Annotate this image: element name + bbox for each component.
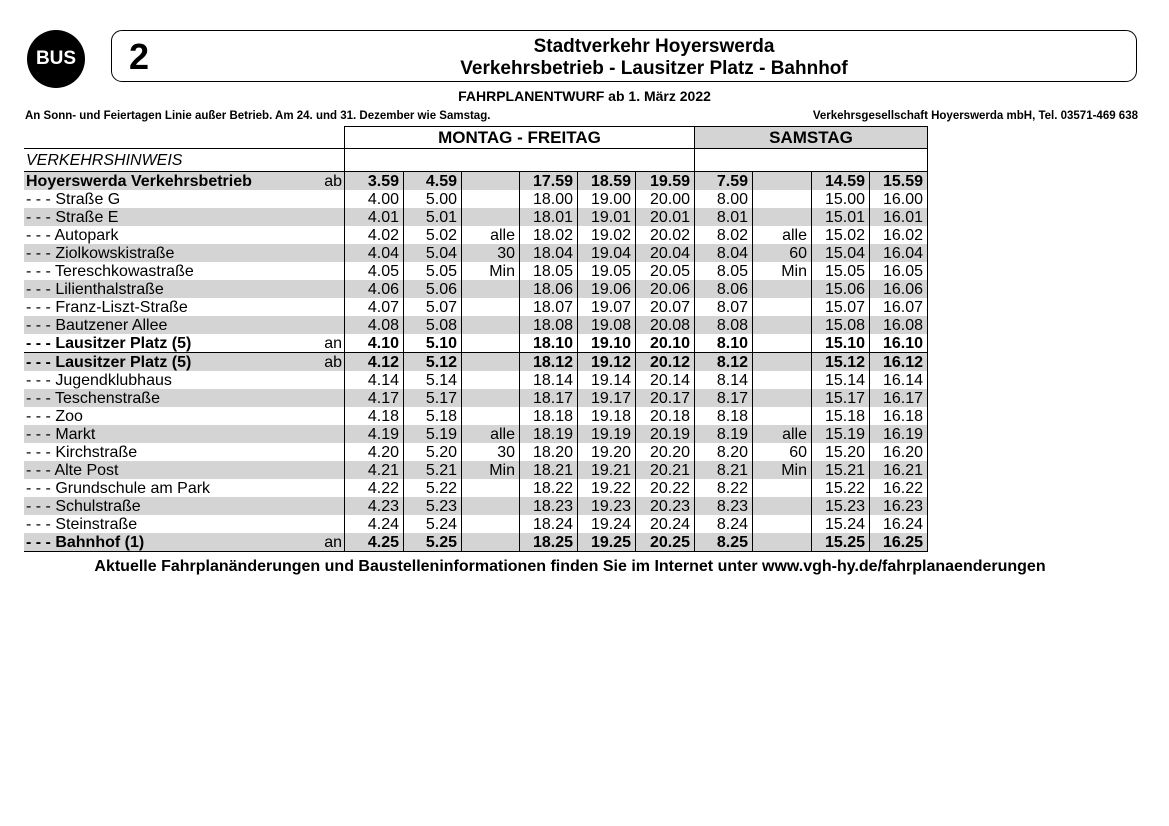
departure-time: 19.08 xyxy=(578,316,636,334)
departure-time: 20.00 xyxy=(636,190,695,208)
bus-logo xyxy=(27,30,85,88)
departure-time xyxy=(462,479,520,497)
departure-time: 18.24 xyxy=(520,515,578,533)
departure-time: 18.22 xyxy=(520,479,578,497)
stop-suffix xyxy=(320,190,345,208)
departure-time: 8.00 xyxy=(695,190,753,208)
stop-name: - - - Straße G xyxy=(26,190,121,208)
departure-time xyxy=(753,479,812,497)
departure-time xyxy=(753,280,812,298)
departure-time xyxy=(462,389,520,407)
departure-time xyxy=(753,515,812,533)
stop-name: - - - Zoo xyxy=(26,407,83,425)
departure-time: 4.08 xyxy=(345,316,404,334)
departure-time: 19.21 xyxy=(578,461,636,479)
departure-time: 16.07 xyxy=(870,298,928,316)
departure-time: 20.10 xyxy=(636,334,695,353)
stop-name: - - - Lausitzer Platz (5) xyxy=(24,353,320,372)
departure-time: 5.04 xyxy=(404,244,462,262)
departure-time: 60 xyxy=(753,443,812,461)
departure-time: 8.23 xyxy=(695,497,753,515)
departure-time: 14.59 xyxy=(812,172,870,191)
stop-suffix xyxy=(320,316,345,334)
departure-time: 18.06 xyxy=(520,280,578,298)
departure-time: 4.14 xyxy=(345,371,404,389)
departure-time: 8.17 xyxy=(695,389,753,407)
stop-name: - - - Autopark xyxy=(26,226,119,244)
line-number: 2 xyxy=(129,36,150,77)
departure-time: 5.12 xyxy=(404,353,462,372)
departure-time: 4.59 xyxy=(404,172,462,191)
departure-time: 4.00 xyxy=(345,190,404,208)
departure-time xyxy=(753,497,812,515)
departure-time: 18.04 xyxy=(520,244,578,262)
stop-name: - - - Bahnhof (1) xyxy=(24,533,320,552)
departure-time: 8.02 xyxy=(695,226,753,244)
departure-time: Min xyxy=(462,461,520,479)
departure-time: 5.18 xyxy=(404,407,462,425)
departure-time: 5.05 xyxy=(404,262,462,280)
departure-time: 15.07 xyxy=(812,298,870,316)
departure-time: 18.23 xyxy=(520,497,578,515)
table-row xyxy=(24,316,928,334)
departure-time: 5.02 xyxy=(404,226,462,244)
departure-time: 8.12 xyxy=(695,353,753,372)
stop-name: - - - Lausitzer Platz (5) xyxy=(24,334,320,353)
departure-time: 8.22 xyxy=(695,479,753,497)
departure-time: alle xyxy=(462,226,520,244)
table-row xyxy=(24,425,928,443)
saturday-group-header: SAMSTAG xyxy=(695,127,928,149)
departure-time: 19.00 xyxy=(578,190,636,208)
departure-time: 18.08 xyxy=(520,316,578,334)
stop-suffix xyxy=(320,208,345,226)
table-row xyxy=(24,389,928,407)
departure-time: 4.05 xyxy=(345,262,404,280)
stop-name: - - - Schulstraße xyxy=(24,497,320,515)
departure-time: 8.05 xyxy=(695,262,753,280)
departure-time: 4.07 xyxy=(345,298,404,316)
departure-time: 18.59 xyxy=(578,172,636,191)
departure-time: 18.00 xyxy=(520,190,578,208)
departure-time: 8.19 xyxy=(695,425,753,443)
departure-time: 5.24 xyxy=(404,515,462,533)
departure-time: 15.02 xyxy=(812,226,870,244)
departure-time: 16.02 xyxy=(870,226,928,244)
operator-contact: Verkehrsgesellschaft Hoyerswerda mbH, Tel. 03571-469 638 xyxy=(812,110,1138,122)
departure-time: 5.07 xyxy=(404,298,462,316)
departure-time: 16.00 xyxy=(870,190,928,208)
departure-time: 19.22 xyxy=(578,479,636,497)
service-note: An Sonn- und Feiertagen Linie außer Betrieb. Am 24. und 31. Dezember wie Samstag. xyxy=(25,110,491,122)
stop-name: Hoyerswerda Verkehrsbetrieb xyxy=(24,172,320,191)
departure-time: 19.02 xyxy=(578,226,636,244)
departure-time xyxy=(753,533,812,552)
departure-time xyxy=(462,316,520,334)
departure-time: 4.25 xyxy=(345,533,404,552)
departure-time: 16.08 xyxy=(870,316,928,334)
departure-time xyxy=(462,208,520,226)
departure-time: 20.07 xyxy=(636,298,695,316)
table-row xyxy=(24,497,928,515)
departure-time: 8.21 xyxy=(695,461,753,479)
departure-time xyxy=(462,371,520,389)
departure-time: 7.59 xyxy=(695,172,753,191)
stop-suffix xyxy=(320,280,345,298)
departure-time xyxy=(753,389,812,407)
departure-time: 8.18 xyxy=(695,407,753,425)
departure-time: 20.04 xyxy=(636,244,695,262)
departure-time: 8.20 xyxy=(695,443,753,461)
departure-time: 5.22 xyxy=(404,479,462,497)
departure-time: 19.05 xyxy=(578,262,636,280)
table-row xyxy=(24,226,928,244)
departure-time: 18.20 xyxy=(520,443,578,461)
departure-time xyxy=(753,298,812,316)
departure-time: 15.22 xyxy=(812,479,870,497)
departure-time: 4.17 xyxy=(345,389,404,407)
departure-time: 5.14 xyxy=(404,371,462,389)
departure-time: 15.18 xyxy=(812,407,870,425)
departure-time: 8.25 xyxy=(695,533,753,552)
departure-time: 8.24 xyxy=(695,515,753,533)
stop-name: - - - Bautzener Allee xyxy=(24,316,320,334)
departure-time: 4.18 xyxy=(345,407,404,425)
line-header-box xyxy=(111,30,1137,82)
departure-time: 4.01 xyxy=(345,208,404,226)
departure-time xyxy=(753,190,812,208)
table-row xyxy=(24,190,928,208)
table-row xyxy=(24,407,928,425)
departure-time: 20.19 xyxy=(636,425,695,443)
departure-time: 15.24 xyxy=(812,515,870,533)
table-row xyxy=(24,533,928,552)
departure-time: 20.01 xyxy=(636,208,695,226)
departure-time xyxy=(462,515,520,533)
table-row xyxy=(24,479,928,497)
departure-time xyxy=(753,353,812,372)
departure-time: 19.01 xyxy=(578,208,636,226)
departure-time: 18.02 xyxy=(520,226,578,244)
table-row xyxy=(24,443,928,461)
departure-time: 5.21 xyxy=(404,461,462,479)
departure-time: 5.01 xyxy=(404,208,462,226)
departure-time xyxy=(462,172,520,191)
departure-time: 20.06 xyxy=(636,280,695,298)
departure-time: 20.12 xyxy=(636,353,695,372)
stop-name: - - - Markt xyxy=(24,425,320,443)
departure-time: alle xyxy=(753,425,812,443)
stop-suffix xyxy=(320,226,345,244)
departure-time: Min xyxy=(753,262,812,280)
stop-name: - - - Alte Post xyxy=(24,461,320,479)
stop-name: - - - Ziolkowskistraße xyxy=(24,244,320,262)
departure-time xyxy=(462,298,520,316)
departure-time xyxy=(462,407,520,425)
departure-time: 30 xyxy=(462,244,520,262)
departure-time: 16.17 xyxy=(870,389,928,407)
departure-time: 20.17 xyxy=(636,389,695,407)
departure-time: 4.10 xyxy=(345,334,404,353)
stop-suffix xyxy=(320,497,345,515)
departure-time: 19.17 xyxy=(578,389,636,407)
departure-time: 5.23 xyxy=(404,497,462,515)
departure-time: 16.12 xyxy=(870,353,928,372)
departure-time: 4.06 xyxy=(345,280,404,298)
stop-suffix xyxy=(320,515,345,533)
departure-time: 4.12 xyxy=(345,353,404,372)
departure-time: 30 xyxy=(462,443,520,461)
departure-time: 5.20 xyxy=(404,443,462,461)
departure-time: 60 xyxy=(753,244,812,262)
departure-time: 18.21 xyxy=(520,461,578,479)
departure-time: 18.17 xyxy=(520,389,578,407)
departure-time: alle xyxy=(462,425,520,443)
departure-time: 16.05 xyxy=(870,262,928,280)
departure-time: 18.25 xyxy=(520,533,578,552)
departure-time: 18.05 xyxy=(520,262,578,280)
departure-time: 20.21 xyxy=(636,461,695,479)
stop-suffix xyxy=(320,371,345,389)
departure-time: 19.19 xyxy=(578,425,636,443)
departure-time: 16.21 xyxy=(870,461,928,479)
departure-time: 15.59 xyxy=(870,172,928,191)
stop-suffix xyxy=(320,443,345,461)
timetable xyxy=(24,126,928,552)
table-row xyxy=(24,244,928,262)
table-row xyxy=(24,515,928,533)
departure-time: 16.14 xyxy=(870,371,928,389)
departure-time: alle xyxy=(753,226,812,244)
departure-time: 19.25 xyxy=(578,533,636,552)
departure-time: 16.10 xyxy=(870,334,928,353)
stop-suffix: an xyxy=(320,533,345,552)
departure-time: 15.01 xyxy=(812,208,870,226)
stop-name: - - - Lilienthalstraße xyxy=(24,280,320,298)
stop-name: - - - Teschenstraße xyxy=(24,389,320,407)
departure-time: 15.08 xyxy=(812,316,870,334)
departure-time xyxy=(753,208,812,226)
table-row xyxy=(24,353,928,372)
departure-time: 4.24 xyxy=(345,515,404,533)
departure-time: 20.18 xyxy=(636,407,695,425)
table-row xyxy=(24,262,928,280)
departure-time xyxy=(462,533,520,552)
saturday-hint-box xyxy=(695,149,928,172)
route-title-line1: Stadtverkehr Hoyerswerda xyxy=(533,36,775,57)
departure-time: 4.02 xyxy=(345,226,404,244)
stop-name: - - - Franz-Liszt-Straße xyxy=(26,298,188,316)
departure-time: 19.12 xyxy=(578,353,636,372)
stop-name: - - - Steinstraße xyxy=(26,515,138,533)
departure-time: 15.04 xyxy=(812,244,870,262)
departure-time: 18.18 xyxy=(520,407,578,425)
departure-time: 15.23 xyxy=(812,497,870,515)
departure-time: 18.10 xyxy=(520,334,578,353)
departure-time xyxy=(753,334,812,353)
departure-time: Min xyxy=(753,461,812,479)
departure-time: 16.22 xyxy=(870,479,928,497)
stop-name: - - - Straße E xyxy=(24,208,320,226)
departure-time: 16.06 xyxy=(870,280,928,298)
departure-time: 4.20 xyxy=(345,443,404,461)
table-row xyxy=(24,208,928,226)
departure-time xyxy=(462,280,520,298)
stop-suffix xyxy=(320,262,345,280)
departure-time: 8.01 xyxy=(695,208,753,226)
departure-time: 19.10 xyxy=(578,334,636,353)
departure-time xyxy=(462,190,520,208)
departure-time: 5.17 xyxy=(404,389,462,407)
departure-time: 17.59 xyxy=(520,172,578,191)
departure-time: 5.08 xyxy=(404,316,462,334)
table-row xyxy=(24,334,928,353)
departure-time xyxy=(753,316,812,334)
departure-time: 19.07 xyxy=(578,298,636,316)
departure-time: Min xyxy=(462,262,520,280)
departure-time: 18.19 xyxy=(520,425,578,443)
stop-suffix xyxy=(320,244,345,262)
departure-time: 15.20 xyxy=(812,443,870,461)
table-row xyxy=(24,371,928,389)
departure-time: 20.23 xyxy=(636,497,695,515)
departure-time: 8.08 xyxy=(695,316,753,334)
table-row xyxy=(24,280,928,298)
departure-time: 19.23 xyxy=(578,497,636,515)
departure-time: 5.00 xyxy=(404,190,462,208)
departure-time: 8.06 xyxy=(695,280,753,298)
departure-time: 4.21 xyxy=(345,461,404,479)
departure-time xyxy=(753,407,812,425)
departure-time: 4.04 xyxy=(345,244,404,262)
departure-time: 8.14 xyxy=(695,371,753,389)
departure-time: 15.19 xyxy=(812,425,870,443)
stop-suffix: ab xyxy=(320,172,345,191)
departure-time: 20.08 xyxy=(636,316,695,334)
departure-time: 15.21 xyxy=(812,461,870,479)
departure-time: 15.05 xyxy=(812,262,870,280)
departure-time: 5.10 xyxy=(404,334,462,353)
departure-time: 15.12 xyxy=(812,353,870,372)
route-title-line2: Verkehrsbetrieb - Lausitzer Platz - Bahnhof xyxy=(460,58,848,79)
stop-name: - - - Tereschkowastraße xyxy=(26,262,194,280)
stop-suffix xyxy=(320,407,345,425)
departure-time: 15.00 xyxy=(812,190,870,208)
departure-time: 20.25 xyxy=(636,533,695,552)
departure-time: 16.18 xyxy=(870,407,928,425)
departure-time: 8.07 xyxy=(695,298,753,316)
departure-time: 16.25 xyxy=(870,533,928,552)
departure-time xyxy=(462,353,520,372)
stop-name: - - - Grundschule am Park xyxy=(26,479,211,497)
departure-time: 5.06 xyxy=(404,280,462,298)
table-row xyxy=(24,298,928,316)
departure-time: 16.01 xyxy=(870,208,928,226)
departure-time: 19.24 xyxy=(578,515,636,533)
departure-time: 19.18 xyxy=(578,407,636,425)
departure-time: 19.06 xyxy=(578,280,636,298)
departure-time: 16.19 xyxy=(870,425,928,443)
stop-suffix xyxy=(320,461,345,479)
departure-time: 18.14 xyxy=(520,371,578,389)
departure-time: 16.04 xyxy=(870,244,928,262)
departure-time: 16.23 xyxy=(870,497,928,515)
departure-time xyxy=(753,172,812,191)
departure-time: 5.25 xyxy=(404,533,462,552)
stop-suffix xyxy=(320,425,345,443)
departure-time: 5.19 xyxy=(404,425,462,443)
departure-time: 20.22 xyxy=(636,479,695,497)
table-row xyxy=(24,461,928,479)
departure-time: 15.10 xyxy=(812,334,870,353)
table-row xyxy=(24,172,928,191)
weekday-group-header: MONTAG - FREITAG xyxy=(345,127,695,149)
stop-suffix xyxy=(320,479,345,497)
stop-suffix xyxy=(320,298,345,316)
departure-time: 15.17 xyxy=(812,389,870,407)
departure-time: 18.12 xyxy=(520,353,578,372)
schedule-subtitle: FAHRPLANENTWURF ab 1. März 2022 xyxy=(458,88,711,104)
departure-time: 18.01 xyxy=(520,208,578,226)
departure-time: 4.22 xyxy=(345,479,404,497)
departure-time xyxy=(462,334,520,353)
departure-time: 16.24 xyxy=(870,515,928,533)
traffic-hint-label: VERKEHRSHINWEIS xyxy=(24,149,320,172)
departure-time: 8.04 xyxy=(695,244,753,262)
departure-time: 20.20 xyxy=(636,443,695,461)
departure-time: 18.07 xyxy=(520,298,578,316)
departure-time: 20.24 xyxy=(636,515,695,533)
departure-time xyxy=(753,371,812,389)
stop-suffix: ab xyxy=(320,353,345,372)
departure-time: 19.20 xyxy=(578,443,636,461)
departure-time: 20.05 xyxy=(636,262,695,280)
departure-time: 19.04 xyxy=(578,244,636,262)
stop-suffix xyxy=(320,389,345,407)
departure-time: 15.25 xyxy=(812,533,870,552)
departure-time: 4.23 xyxy=(345,497,404,515)
stop-name: - - - Kirchstraße xyxy=(26,443,138,461)
departure-time: 3.59 xyxy=(345,172,404,191)
weekday-hint-box xyxy=(345,149,695,172)
bus-logo-text: BUS xyxy=(35,48,77,69)
departure-time: 16.20 xyxy=(870,443,928,461)
departure-time: 20.02 xyxy=(636,226,695,244)
stop-name: - - - Jugendklubhaus xyxy=(26,371,172,389)
stop-suffix: an xyxy=(320,334,345,353)
departure-time: 15.06 xyxy=(812,280,870,298)
departure-time: 8.10 xyxy=(695,334,753,353)
footer-notice: Aktuelle Fahrplanänderungen und Baustelleninformationen finden Sie im Internet unter www.vgh-hy.de/fahrplanaenderungen xyxy=(94,558,1046,575)
departure-time: 19.14 xyxy=(578,371,636,389)
departure-time: 15.14 xyxy=(812,371,870,389)
departure-time: 19.59 xyxy=(636,172,695,191)
departure-time: 20.14 xyxy=(636,371,695,389)
departure-time: 4.19 xyxy=(345,425,404,443)
departure-time xyxy=(462,497,520,515)
